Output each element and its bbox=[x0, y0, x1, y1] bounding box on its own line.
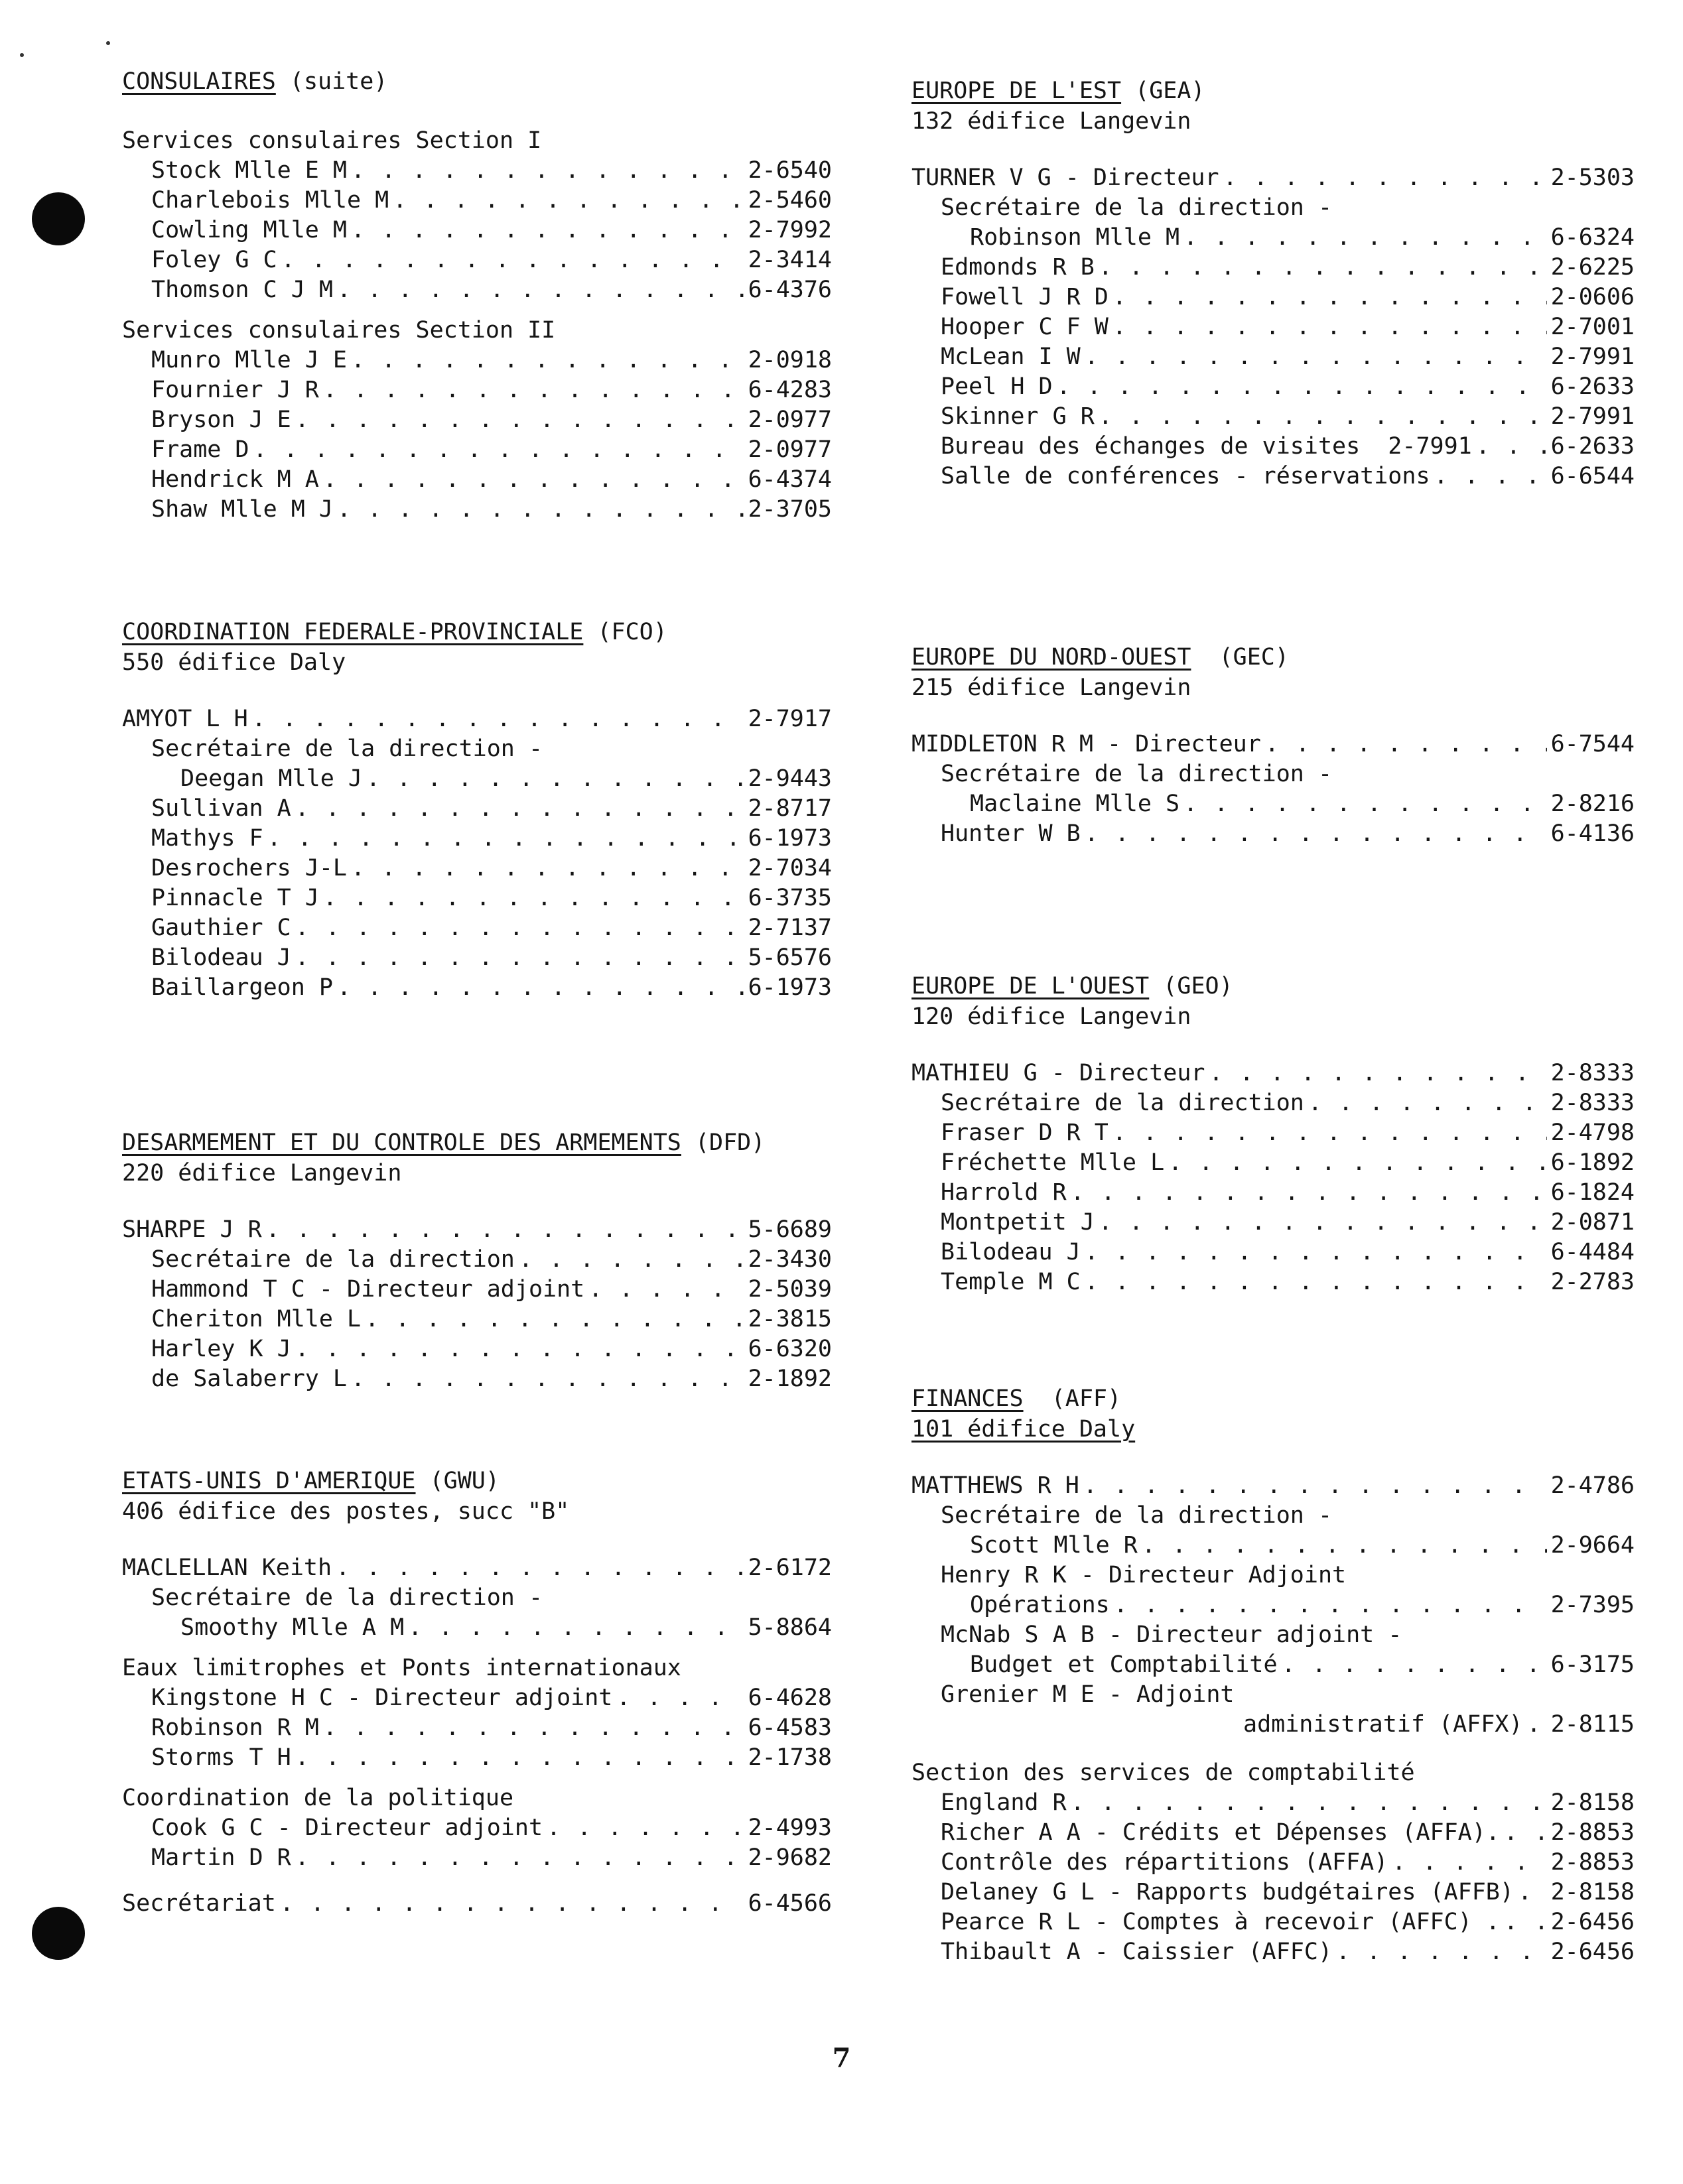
list-item: Hendrick M A . . . 6-4374 bbox=[122, 465, 832, 495]
list-item: Pearce R L - Comptes à recevoir (AFFC) . . . . 2-6456 bbox=[911, 1907, 1635, 1937]
list-item: Bryson J E . . . 2-0977 bbox=[122, 405, 832, 435]
list-item: AMYOT L H . . . 2-7917 bbox=[122, 704, 832, 734]
list-item: SHARPE J R . . . 5-6689 bbox=[122, 1215, 832, 1245]
entry-label: Henry R K - Directeur Adjoint bbox=[941, 1562, 1347, 1588]
list-item: Smoothy Mlle A M . . . 5-8864 bbox=[122, 1613, 832, 1643]
list-item: Stock Mlle E M . . . 2-6540 bbox=[122, 156, 832, 186]
list-item: Fournier J R . . . 6-4283 bbox=[122, 375, 832, 405]
list-item: Bureau des échanges de visites 2-7991 . . . 6-2633 bbox=[911, 432, 1635, 462]
section-address: 550 édifice Daly bbox=[122, 649, 346, 676]
section-address: 215 édifice Langevin bbox=[911, 674, 1191, 701]
list-item: Salle de conférences - réservations . . . 6-6544 bbox=[911, 462, 1635, 491]
secretary-label: Secrétaire de la direction - bbox=[941, 1502, 1333, 1529]
list-item: Cowling Mlle M . . . 2-7992 bbox=[122, 216, 832, 245]
section-gec bbox=[911, 642, 1635, 849]
group-label: Eaux limitrophes et Ponts internationaux bbox=[122, 1655, 681, 1681]
section-title: EUROPE DE L'EST (GEA) bbox=[911, 78, 1205, 104]
list-item: Gauthier C . . . 2-7137 bbox=[122, 913, 832, 943]
list-item: Maclaine Mlle S . . . 2-8216 bbox=[911, 789, 1635, 819]
list-item: Frame D . . . 2-0977 bbox=[122, 435, 832, 465]
list-item: Opérations . . . 2-7395 bbox=[911, 1590, 1635, 1620]
list-item: Munro Mlle J E . . . 2-0918 bbox=[122, 346, 832, 375]
list-item: Baillargeon P . . . 6-1973 bbox=[122, 973, 832, 1003]
list-item: Deegan Mlle J . . . 2-9443 bbox=[122, 764, 832, 794]
group-label: Coordination de la politique bbox=[122, 1785, 514, 1811]
section-title: COORDINATION FEDERALE-PROVINCIALE (FCO) bbox=[122, 619, 667, 645]
list-item: Thomson C J M . . . 6-4376 bbox=[122, 275, 832, 305]
section-title: EUROPE DU NORD-OUEST (GEC) bbox=[911, 644, 1289, 671]
list-item: TURNER V G - Directeur . . . 2-5303 bbox=[911, 163, 1635, 193]
list-item: McLean I W . . . 2-7991 bbox=[911, 342, 1635, 372]
list-item: Hunter W B . . . 6-4136 bbox=[911, 819, 1635, 849]
list-item: England R . . . 2-8158 bbox=[911, 1788, 1635, 1818]
page-number: 7 bbox=[832, 2043, 851, 2074]
list-item: Fréchette Mlle L . . . 6-1892 bbox=[911, 1148, 1635, 1178]
section-title: ETATS-UNIS D'AMERIQUE (GWU) bbox=[122, 1468, 500, 1494]
section-consulaires bbox=[122, 66, 832, 535]
list-item: Fraser D R T . . . 2-4798 bbox=[911, 1118, 1635, 1148]
secretary-label: Secrétaire de la direction - bbox=[151, 1584, 543, 1611]
list-item: Edmonds R B . . . 2-6225 bbox=[911, 253, 1635, 283]
list-item: Storms T H . . . 2-1738 bbox=[122, 1743, 832, 1773]
section-address: 220 édifice Langevin bbox=[122, 1160, 402, 1187]
section-title: DESARMEMENT ET DU CONTROLE DES ARMEMENTS (DFD) bbox=[122, 1129, 766, 1156]
list-item: Bilodeau J . . . 6-4484 bbox=[911, 1238, 1635, 1267]
list-item: Bilodeau J . . . 5-6576 bbox=[122, 943, 832, 973]
list-item: Contrôle des répartitions (AFFA) . . . 2-8853 bbox=[911, 1848, 1635, 1878]
list-item: Richer A A - Crédits et Dépenses (AFFA). . . . 2-8853 bbox=[911, 1818, 1635, 1848]
list-item: Secrétaire de la direction . . . 2-3430 bbox=[122, 1245, 832, 1275]
list-item: Pinnacle T J . . . 6-3735 bbox=[122, 883, 832, 913]
group-label: Services consulaires Section II bbox=[122, 317, 556, 344]
list-item: Temple M C . . . 2-2783 bbox=[911, 1267, 1635, 1297]
list-item: Desrochers J-L . . . 2-7034 bbox=[122, 854, 832, 883]
entry-label: Grenier M E - Adjoint bbox=[941, 1681, 1235, 1708]
punch-hole-bottom bbox=[32, 1907, 85, 1960]
secretary-label: Secrétaire de la direction - bbox=[941, 761, 1333, 787]
secretary-label: Secrétaire de la direction - bbox=[151, 736, 543, 762]
group-label: Section des services de comptabilité bbox=[911, 1760, 1415, 1786]
list-item: administratif (AFFX) . . . 2-8115 bbox=[911, 1710, 1635, 1740]
list-item: Thibault A - Caissier (AFFC) . . . 2-6456 bbox=[911, 1937, 1635, 1967]
list-item: Sullivan A . . . 2-8717 bbox=[122, 794, 832, 824]
secretary-label: Secrétaire de la direction - bbox=[941, 194, 1333, 221]
section-title: FINANCES (AFF) bbox=[911, 1385, 1122, 1412]
list-item: MIDDLETON R M - Directeur . . . 6-7544 bbox=[911, 730, 1635, 759]
list-item: Shaw Mlle M J . . . 2-3705 bbox=[122, 495, 832, 525]
list-item: Hammond T C - Directeur adjoint . . . 2-5039 bbox=[122, 1275, 832, 1305]
list-item: Montpetit J . . . 2-0871 bbox=[911, 1208, 1635, 1238]
list-item: MACLELLAN Keith . . . 2-6172 bbox=[122, 1553, 832, 1583]
list-item: Charlebois Mlle M . . . 2-5460 bbox=[122, 186, 832, 216]
section-address: 406 édifice des postes, succ "B" bbox=[122, 1498, 570, 1525]
list-item: Mathys F . . . 6-1973 bbox=[122, 824, 832, 854]
list-item: Harrold R . . . 6-1824 bbox=[911, 1178, 1635, 1208]
list-item: Cook G C - Directeur adjoint . . . 2-4993 bbox=[122, 1813, 832, 1843]
list-item: Martin D R . . . 2-9682 bbox=[122, 1843, 832, 1873]
entry-label: McNab S A B - Directeur adjoint - bbox=[941, 1622, 1402, 1648]
list-item: Foley G C . . . 2-3414 bbox=[122, 245, 832, 275]
section-title: CONSULAIRES (suite) bbox=[122, 68, 388, 95]
list-item: MATHIEU G - Directeur . . . 2-8333 bbox=[911, 1059, 1635, 1088]
group-label: Services consulaires Section I bbox=[122, 127, 542, 154]
list-item: Delaney G L - Rapports budgétaires (AFFB) . . . 2-8158 bbox=[911, 1878, 1635, 1907]
punch-hole-top bbox=[32, 192, 85, 245]
list-item: Cheriton Mlle L . . . 2-3815 bbox=[122, 1305, 832, 1334]
speck bbox=[106, 41, 110, 45]
section-fco bbox=[122, 617, 832, 1003]
section-address: 101 édifice Daly bbox=[911, 1416, 1136, 1443]
list-item: Secrétariat . . . 6-4566 bbox=[122, 1889, 832, 1919]
list-item: Scott Mlle R . . . 2-9664 bbox=[911, 1531, 1635, 1561]
section-address: 120 édifice Langevin bbox=[911, 1003, 1191, 1030]
speck bbox=[20, 53, 24, 57]
list-item: Secrétaire de la direction . . . 2-8333 bbox=[911, 1088, 1635, 1118]
list-item: de Salaberry L . . . 2-1892 bbox=[122, 1364, 832, 1394]
section-address: 132 édifice Langevin bbox=[911, 108, 1191, 135]
section-dfd bbox=[122, 1127, 832, 1394]
list-item: Skinner G R . . . 2-7991 bbox=[911, 402, 1635, 432]
list-item: Fowell J R D . . . 2-0606 bbox=[911, 283, 1635, 312]
list-item: Peel H D . . . 6-2633 bbox=[911, 372, 1635, 402]
section-aff bbox=[911, 1383, 1635, 1978]
list-item: Robinson Mlle M . . . 6-6324 bbox=[911, 223, 1635, 253]
list-item: Hooper C F W . . . 2-7001 bbox=[911, 312, 1635, 342]
list-item: Robinson R M . . . 6-4583 bbox=[122, 1713, 832, 1743]
section-title: EUROPE DE L'OUEST (GEO) bbox=[911, 973, 1233, 999]
list-item: Harley K J . . . 6-6320 bbox=[122, 1334, 832, 1364]
section-gwu bbox=[122, 1466, 832, 1919]
list-item: MATTHEWS R H . . . 2-4786 bbox=[911, 1471, 1635, 1501]
section-gea bbox=[911, 76, 1635, 491]
list-item: Kingstone H C - Directeur adjoint . . . 6-4628 bbox=[122, 1683, 832, 1713]
list-item: Budget et Comptabilité . . . 6-3175 bbox=[911, 1650, 1635, 1680]
section-geo bbox=[911, 971, 1635, 1297]
